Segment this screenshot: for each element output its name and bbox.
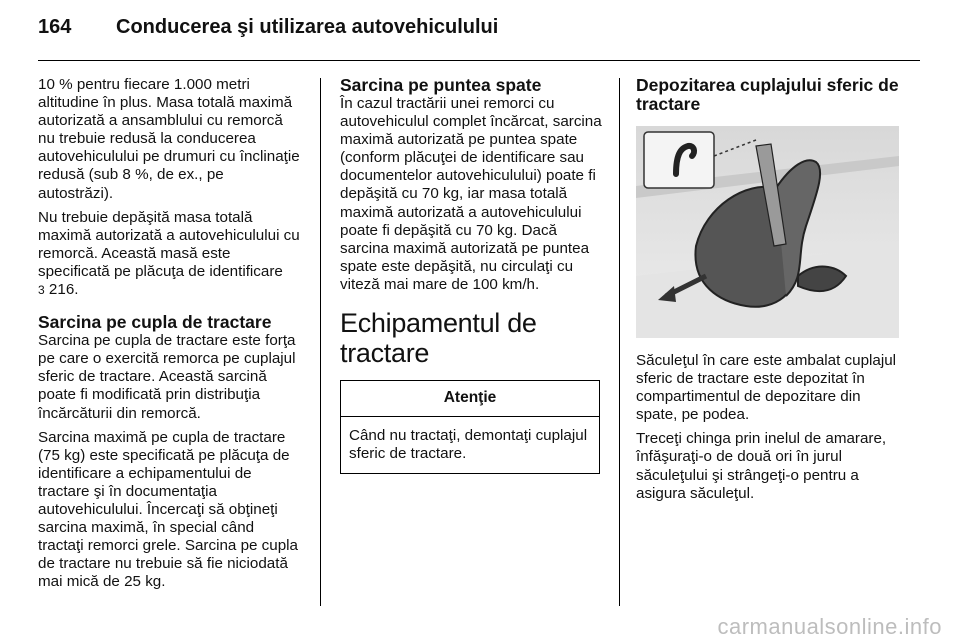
column-divider-2 <box>619 78 620 606</box>
column-left <box>38 76 302 597</box>
column-right <box>636 76 906 509</box>
heading-rear-axle-load: Sarcina pe puntea spate <box>340 75 542 95</box>
paragraph-towbar-load-def: Sarcina pe cupla de tractare este forţa pe care o exercită remorca pe cuplajul sferic de tractare. Această sarcină poate fi modificată prin distribuţia încărcăturii din remorcă. <box>38 332 296 422</box>
page-ref-link[interactable]: 216. <box>48 281 79 299</box>
paragraph-altitude: 10 % pentru fiecare 1.000 metri altitudine în plus. Masa totală maximă autorizată a ansamblului cu remorcă nu trebuie redusă la conducerea autovehiculului pe drumuri cu înclinaţie redusă (sub 8 %, de ex., pe autostrăzi). <box>38 76 300 202</box>
warning-title: Atenţie <box>341 381 599 417</box>
page-ref-arrow-icon: 3 <box>38 283 45 298</box>
paragraph-storage-strap: Treceţi chinga prin inelul de amarare, înfăşuraţi-o de două ori în jurul săculeţului şi strângeţi-o pentru a asigura săculeţul. <box>636 430 887 502</box>
page-title: Conducerea şi utilizarea autovehiculului <box>116 16 499 38</box>
storage-illustration <box>636 126 899 338</box>
heading-towing-equipment: Echipamentul de tractare <box>340 308 537 369</box>
warning-text: Când nu tractaţi, demontaţi cuplajul sferic de tractare. <box>349 427 588 463</box>
heading-towbar-load: Sarcina pe cupla de tractare <box>38 312 272 333</box>
paragraph-towbar-load-max: Sarcina maximă pe cupla de tractare (75 kg) este specificată pe plăcuţa de identificare a echipamentului de tractare şi în documentaţia autovehiculului. Încercaţi să obţineţi sarcina maximă, în special când tractaţi remorci grele. Sarcina pe cupla de tractare nu trebuie să fie niciodată mai mică de 25 kg. <box>38 428 298 591</box>
warning-box <box>340 380 600 474</box>
column-divider-1 <box>320 78 321 606</box>
towbar-bag-illustration-icon <box>636 126 899 338</box>
header-divider <box>38 60 920 61</box>
paragraph-max-mass <box>38 209 302 299</box>
column-middle <box>340 76 602 474</box>
watermark: carmanualsonline.info <box>717 614 942 639</box>
paragraph-storage-location: Săculeţul în care este ambalat cuplajul sferic de tractare este depozitat în compartimentul de depozitare din spate, pe podea. <box>636 352 897 424</box>
paragraph-max-mass-text: Nu trebuie depăşită masa totală maximă autorizată a autovehiculului cu remorcă. Această masă este specificată pe plăcuţa de identificare <box>38 208 300 280</box>
heading-storage: Depozitarea cuplajului sferic de tractare <box>636 75 899 114</box>
page-number: 164 <box>38 16 72 38</box>
paragraph-rear-axle-load: În cazul tractării unei remorci cu autovehiculul complet încărcat, sarcina maximă autorizată pe puntea spate (conform plăcuţei de identificare sau documentelor autovehiculului) poate fi depăşită cu 70 kg, iar masa totală maximă autorizată a autovehiculului poate fi depăşită cu 70 kg. Dacă sarcina maximă autorizată pe puntea spate este depăşită, nu circulaţi cu viteză mai mare de 100 km/h. <box>340 95 602 293</box>
